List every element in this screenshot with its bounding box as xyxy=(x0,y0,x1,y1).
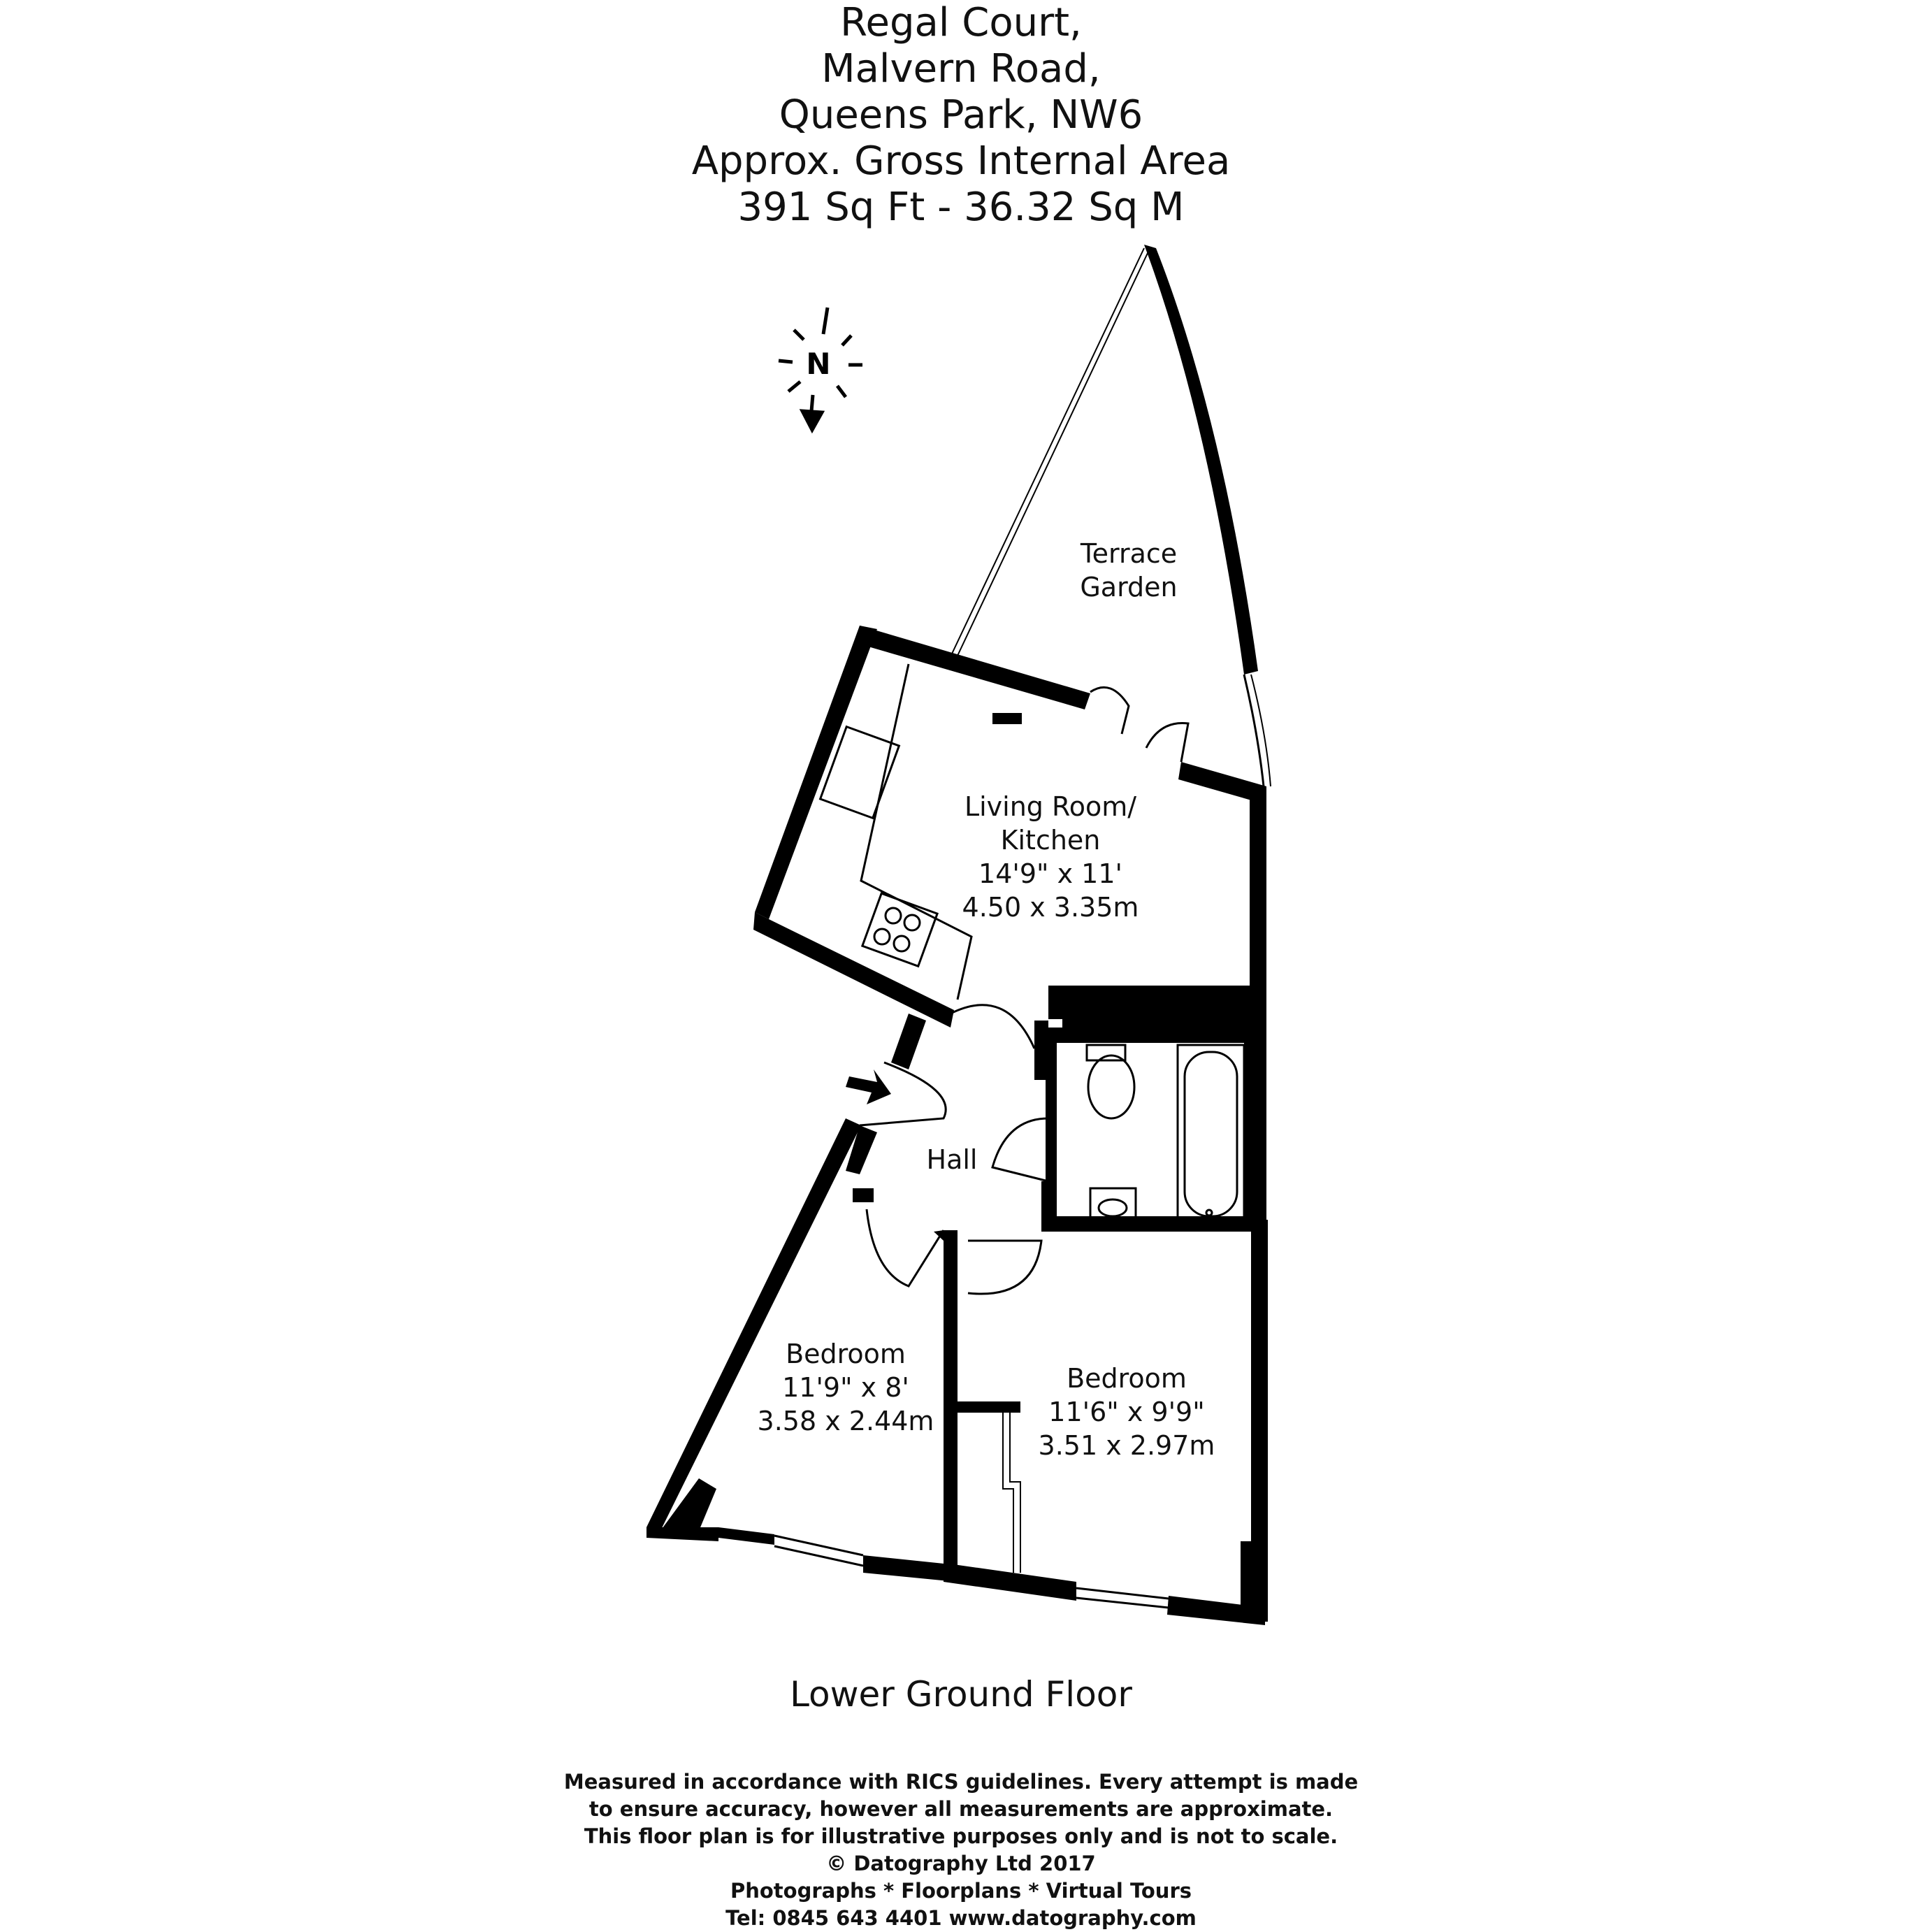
entrance-arrow-icon xyxy=(846,1069,891,1104)
area-name: Queens Park, NW6 xyxy=(779,92,1143,138)
terrace-garden xyxy=(947,245,1271,786)
street-name: Malvern Road, xyxy=(821,46,1101,92)
living-label-1: Living Room/ xyxy=(964,791,1137,822)
building-name: Regal Court, xyxy=(840,0,1082,45)
wardrobe xyxy=(1003,1413,1020,1573)
terrace-door xyxy=(1090,687,1188,762)
living-imperial: 14'9" x 11' xyxy=(978,858,1122,889)
hall-label: Hall xyxy=(926,1144,978,1175)
living-label-2: Kitchen xyxy=(1000,825,1101,856)
footer-services: Photographs * Floorplans * Virtual Tours xyxy=(730,1879,1192,1903)
footer-line-2: to ensure accuracy, however all measurements are approximate. xyxy=(588,1797,1334,1821)
floor-label: Lower Ground Floor xyxy=(790,1674,1132,1715)
footer-contact: Tel: 0845 643 4401 www.datography.com xyxy=(725,1906,1197,1930)
terrace-label-1: Terrace xyxy=(1080,538,1178,569)
bedroom2-imperial: 11'6" x 9'9" xyxy=(1048,1397,1205,1427)
bedroom1-metric: 3.58 x 2.44m xyxy=(757,1406,934,1436)
footer-line-3: This floor plan is for illustrative purposes only and is not to scale. xyxy=(584,1824,1338,1848)
disclaimer-footer xyxy=(0,1768,1922,1932)
bedroom2-metric: 3.51 x 2.97m xyxy=(1038,1430,1215,1461)
area-caption: Approx. Gross Internal Area xyxy=(691,138,1231,184)
bathroom xyxy=(1048,1028,1266,1230)
hall-walls xyxy=(846,1014,1265,1241)
footer-line-1: Measured in accordance with RICS guidelines. Every attempt is made xyxy=(563,1770,1359,1794)
living-metric: 4.50 x 3.35m xyxy=(962,892,1139,923)
bedroom2-label: Bedroom xyxy=(1067,1363,1187,1394)
footer-copyright: © Datography Ltd 2017 xyxy=(826,1852,1096,1875)
terrace-label-2: Garden xyxy=(1080,572,1178,603)
bedroom1-imperial: 11'9" x 8' xyxy=(782,1372,909,1403)
compass-letter: N xyxy=(806,347,831,381)
area-value: 391 Sq Ft - 36.32 Sq M xyxy=(737,185,1185,230)
bedroom1-label: Bedroom xyxy=(786,1339,906,1369)
